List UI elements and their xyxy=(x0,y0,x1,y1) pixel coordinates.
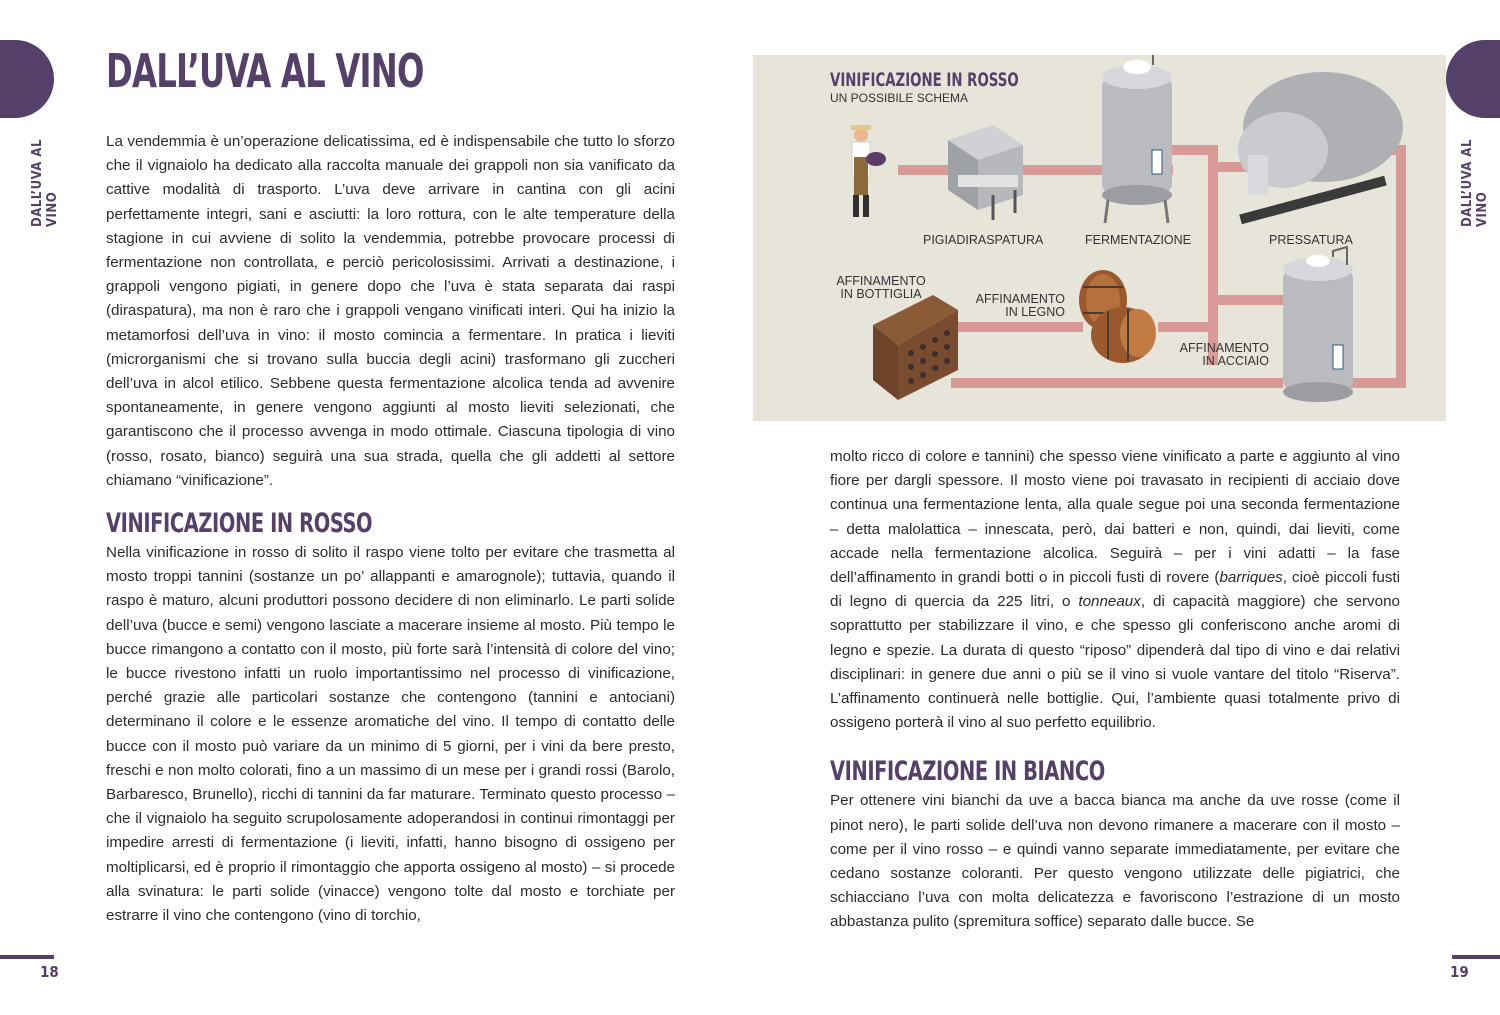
label-bottiglia-line2: IN BOTTIGLIA xyxy=(840,287,922,301)
left-edge-tab xyxy=(0,40,54,118)
bianco-paragraph: Per ottenere vini bianchi da uve a bacca bianca ma anche da uve rosse (come il pinot nero), le parti solide dell’uva non devono rimanere a macerare con il mosto – come per il vino rosso – e quindi vanno separate immediatamente, per evitare che cedano sostanze coloranti. Per questo vengono utilizzate delle pigiatrici, che schiacciano l’uva con molta delicatezza e favoriscono l’estrazione di un mosto abbastanza pulito (spremitura soffice) separato dalle bucce. Se xyxy=(830,792,1400,931)
right-folio-rule xyxy=(1452,955,1500,959)
label-fermentazione: FERMENTAZIONE xyxy=(1085,233,1192,247)
destemmer-machine xyxy=(948,125,1023,220)
rosso-cont-text-b: , cioè piccoli fusti di legno di quercia da 225 litri, o xyxy=(830,569,1401,611)
right-edge-tab xyxy=(1446,40,1500,118)
right-page-number: 19 xyxy=(1450,963,1469,981)
label-affinamento-acciaio xyxy=(1177,342,1269,368)
intro-paragraph: La vendemmia è un’operazione delicatissima, ed è indispensabile che tutto lo sforzo che il vignaiolo ha dedicato alla raccolta manuale dei grappoli non sia vanificato da cattive modalità di trasporto. L’uva deve arrivare in cantina con gli acini perfettamente integri, sani e asciutti: la loro rottura, con le alte temperature della stagione in cui avviene di solito la vendemmia, potrebbe provocare processi di fermentazione non controllata, e perciò pericolosissimi. Arrivati a destinazione, i grappoli vengono pigiati, in genere dopo che l’uva è stata separata dai raspi (diraspatura), ma non è raro che i grappoli vengano vinificati interi. Qui ha inizio la metamorfosi dell’uva in vino: il mosto comincia a fermentare. In pratica i lieviti (microrganismi che si trovano sulla buccia degli acini) trasformano gli zuccheri dell’uva in alcol etilico. Sebbene questa fermentazione alcolica tenda ad avvenire spontaneamente, in genere vengono aggiunti al mosto lieviti selezionati, che garantiscono che il processo avvenga in modo ottimale. Ciascuna tipologia di vino (rosso, rosato, bianco) seguirà una sua strada, quella che gli addetti al settore chiamano “vinificazione”. xyxy=(106,133,675,489)
steel-tank xyxy=(1283,247,1353,402)
page-title: DALL’UVA AL VINO xyxy=(106,44,424,98)
wine-press xyxy=(1238,72,1403,224)
right-text-column xyxy=(830,445,1400,935)
rosso-cont-text-a: molto ricco di colore e tannini) che spesso viene vinificato a parte e aggiunto al vino fiore per dargli spessore. Il mosto viene poi travasato in recipienti di acciaio dove continua una fermentazione lenta, alla quale segue poi una seconda fermentazione – detta malolattica – innescata, però, dai batteri e non, quindi, dai lieviti, come accade nella fermentazione alcolica. Seguirà – per i vini adatti – la fase dell’affinamento in grandi botti o in piccoli fusti di rovere ( xyxy=(830,448,1400,587)
label-pigiadiraspatura: PIGIADIRASPATURA xyxy=(923,233,1044,247)
label-affinamento-legno xyxy=(973,293,1065,319)
label-legno-line2: IN LEGNO xyxy=(1005,305,1065,319)
left-running-header: DALL’UVA AL VINO xyxy=(30,139,60,227)
label-pressatura: PRESSATURA xyxy=(1269,233,1353,247)
italic-barriques: barriques xyxy=(1219,569,1283,587)
label-acciaio-line2: IN ACCIAIO xyxy=(1202,354,1269,368)
right-running-header: DALL’UVA AL VINO xyxy=(1460,139,1490,227)
winemaking-diagram xyxy=(753,55,1446,421)
label-affinamento-bottiglia xyxy=(835,275,927,301)
diagram-title: VINIFICAZIONE IN ROSSO xyxy=(830,69,1019,91)
label-acciaio-line1: AFFINAMENTO xyxy=(1179,341,1269,355)
diagram-subtitle: UN POSSIBILE SCHEMA xyxy=(830,91,969,105)
fermentation-tank xyxy=(1102,55,1172,223)
italic-tonneaux: tonneaux xyxy=(1078,593,1141,611)
section-heading-bianco: VINIFICAZIONE IN BIANCO xyxy=(830,756,1105,788)
label-bottiglia-line1: AFFINAMENTO xyxy=(836,274,926,288)
rosso-continued-paragraph xyxy=(830,445,1400,735)
section-heading-rosso: VINIFICAZIONE IN ROSSO xyxy=(106,508,373,540)
left-folio-rule xyxy=(0,955,54,959)
oak-barrels xyxy=(1079,270,1156,363)
bottle-rack xyxy=(873,295,958,400)
rosso-paragraph: Nella vinificazione in rosso di solito il raspo viene tolto per evitare che trasmetta al mosto troppi tannini (sostanze un po’ allappanti e amarognole); tuttavia, quando il raspo è maturo, alcuni produttori possono decidere di non eliminarlo. Le parti solide dell’uva (bucce e semi) vengono lasciate a macerare insieme al mosto. Più tempo le bucce rimangono a contatto con il mosto, più forte sarà l’intensità di colore del vino; le bucce rivestono infatti un ruolo importantissimo nel processo di vinificazione, perché grazie alle particolari sostanze che contengono (tannini e antociani) determinano il colore e le essenze aromatiche del vino. Il tempo di contatto delle bucce con il mosto può variare da un minimo di 5 giorni, per i vini da bere presto, freschi e non molto colorati, fino a un massimo di un mese per i grandi rossi (Barolo, Barbaresco, Brunello), ricchi di tannini da far maturare. Terminato questo processo – che il vignaiolo ha seguito scrupolosamente adoperandosi in continui rimontaggi per impedire arresti di fermentazione (i lieviti, infatti, hanno bisogno di ossigeno per moltiplicarsi, ed è proprio il rimontaggio che apporta ossigeno al mosto) – si procede alla svinatura: le parti solide (vinacce) vengono tolte dal mosto e torchiate per estrarre il vino che contengono (vino di torchio, xyxy=(106,544,675,925)
rosso-cont-text-c: , di capacità maggiore) che servono soprattutto per stabilizzare il vino, e che spesso gli conferiscono anche aromi di legno e spezie. La durata di questo “riposo” dipenderà dal tipo di vino e dai relativi disciplinari: in genere due anni o più se il vino si vuole vantare del titolo “Riserva”. L’affinamento continuerà nelle bottiglie. Qui, l’ambiente quasi totalmente privo di ossigeno porterà il vino al suo perfetto equilibrio. xyxy=(830,593,1400,732)
left-page-number: 18 xyxy=(40,963,59,981)
worker-figure xyxy=(851,125,886,217)
label-legno-line1: AFFINAMENTO xyxy=(975,292,1065,306)
left-text-column xyxy=(106,130,675,928)
